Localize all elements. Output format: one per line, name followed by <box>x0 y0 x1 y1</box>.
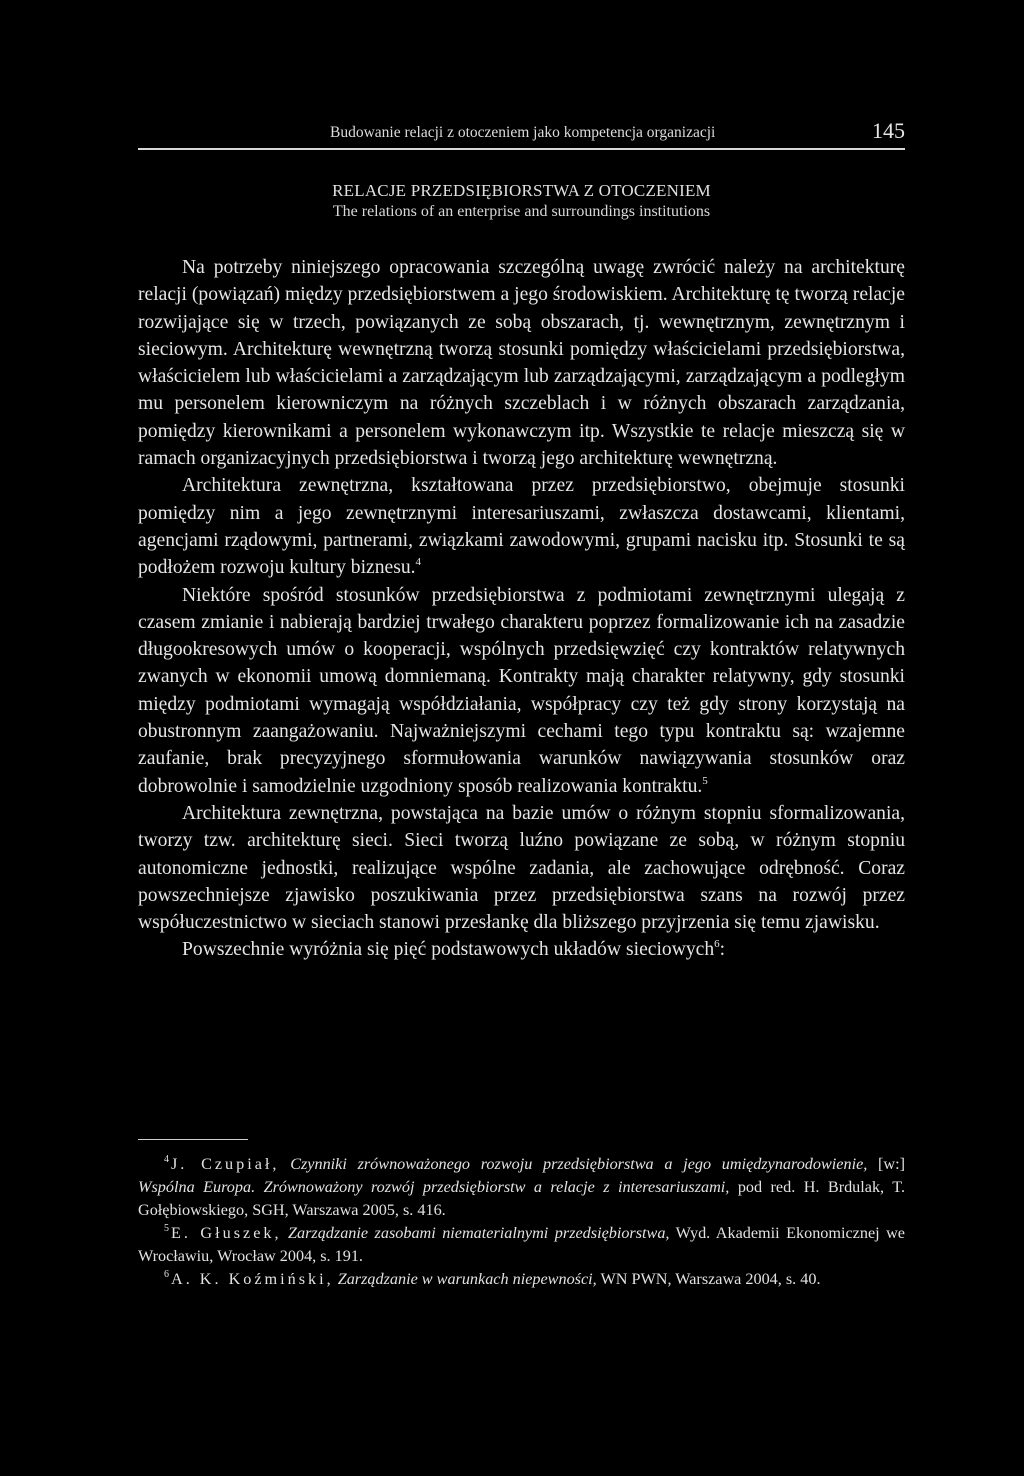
page-header <box>138 118 905 150</box>
footnote-source: Wspólna Europa. Zrównoważony rozwój przedsiębiorstw a relacje z interesariuszami, <box>138 1178 730 1196</box>
paragraph-5-colon: : <box>719 939 726 961</box>
paragraph-3-text: Niektóre spośród stosunków przedsiębiorstwa z podmiotami zewnętrznymi ulegają z czasem zmianie i nabierają bardziej trwałego charakteru poprzez formalizowanie ich na zasadzie długookresowych umów o kooperacji, wspólnych przedsięwzięć czy kontraktów relatywnych zwanych w ekonomii umową domniemaną. Kontrakty mają charakter relatywny, gdy stosunki między podmiotami wymagają współdziałania, współpracy czy też gdy strony korzystają na obustronnym zaangażowaniu. Najważniejszymi cechami tego typu kontraktu są: wzajemne zaufanie, brak precyzyjnego sformułowania warunków nawiązywania stosunków oraz dobrowolnie i samodzielnie uzgodniony sposób realizowania kontraktu. <box>138 584 905 797</box>
section-title-english: The relations of an enterprise and surroundings institutions <box>332 203 711 220</box>
running-title: Budowanie relacji z otoczeniem jako kompetencja organizacji <box>330 124 716 141</box>
footnote-number: 4 <box>164 1154 169 1165</box>
footnotes <box>138 1153 905 1291</box>
paragraph-3 <box>138 582 905 800</box>
footnote-publication: Wyd. Akademii Ekonomicznej we Wrocławiu, Wrocław 2004, s. 191. <box>138 1224 905 1265</box>
footnote-in: [w:] <box>878 1155 906 1173</box>
footnote-separator <box>138 1139 248 1140</box>
footnote-title: Zarządzanie w warunkach niepewności, <box>337 1270 597 1288</box>
footnote-author: E. Głuszek, <box>171 1224 282 1242</box>
paragraph-2-text: Architektura zewnętrzna, kształtowana przez przedsiębiorstwo, obejmuje stosunki pomiędzy nim a jego zewnętrznymi interesariuszami, zwłaszcza dostawcami, klientami, agencjami rządowymi, partnerami, związkami zawodowymi, grupami nacisku itp. Stosunki te są podłożem rozwoju kultury biznesu. <box>138 475 905 579</box>
paragraph-2 <box>138 472 905 581</box>
footnote-ref-5[interactable]: 5 <box>702 774 708 787</box>
paragraph-5 <box>138 936 905 963</box>
footnote-4 <box>138 1153 905 1222</box>
footnote-title: Zarządzanie zasobami niematerialnymi przedsiębiorstwa, <box>288 1224 670 1242</box>
footnote-5 <box>138 1222 905 1268</box>
footnote-title: Czynniki zrównoważonego rozwoju przedsiębiorstwa a jego umiędzynarodowienie, <box>290 1155 868 1173</box>
footnote-ref-6[interactable]: 6 <box>714 938 720 951</box>
footnote-author: A. K. Koźmiński, <box>171 1270 334 1288</box>
section-heading <box>138 180 905 222</box>
footnote-author: J. Czupiał, <box>171 1155 280 1173</box>
page-number: 145 <box>872 118 905 143</box>
paragraph-1: Na potrzeby niniejszego opracowania szczególną uwagę zwrócić należy na architekturę relacji (powiązań) między przedsiębiorstwem a jego środowiskiem. Architekturę tę tworzą relacje rozwijające się w trzech, powiązanych ze sobą obszarach, tj. wewnętrznym, zewnętrznym i sieciowym. Architekturę wewnętrzną tworzą stosunki pomiędzy właścicielami przedsiębiorstwa, właścicielem lub właścicielami a zarządzającym lub zarządzającymi, zarządzającym a podległym mu personelem kierowniczym na różnych szczeblach i w różnych obszarach zarządzania, pomiędzy kierownikami a personelem wykonawczym itp. Wszystkie te relacje mieszczą się w ramach organizacyjnych przedsiębiorstwa i tworzą jego architekturę wewnętrzną. <box>138 257 905 470</box>
section-title-polish: RELACJE PRZEDSIĘBIORSTWA Z OTOCZENIEM <box>332 181 711 200</box>
footnote-ref-4[interactable]: 4 <box>415 556 422 569</box>
footnote-number: 6 <box>164 1269 169 1280</box>
footnote-publication: WN PWN, Warszawa 2004, s. 40. <box>600 1270 821 1288</box>
paragraph-4: Architektura zewnętrzna, powstająca na bazie umów o różnym stopniu sformalizowania, tworzy tzw. architekturę sieci. Sieci tworzą luźno powiązane ze sobą, w różnym stopniu autonomiczne jednostki, realizujące wspólne zadania, ale zachowujące odrębność. Coraz powszechniejsze zjawisko poszukiwania przez przedsiębiorstwa szans na rozwój przez współuczestnictwo w sieciach stanowi przesłankę dla bliższego przyjrzenia się temu zjawisku. <box>138 802 905 934</box>
paragraph-5-text: Powszechnie wyróżnia się pięć podstawowych układów sieciowych <box>182 939 715 961</box>
footnote-number: 5 <box>164 1223 169 1234</box>
body-text <box>138 254 905 964</box>
footnote-publication: pod red. H. Brdulak, T. Gołębiowskiego, SGH, Warszawa 2005, s. 416. <box>138 1178 905 1219</box>
footnote-6 <box>138 1268 905 1291</box>
